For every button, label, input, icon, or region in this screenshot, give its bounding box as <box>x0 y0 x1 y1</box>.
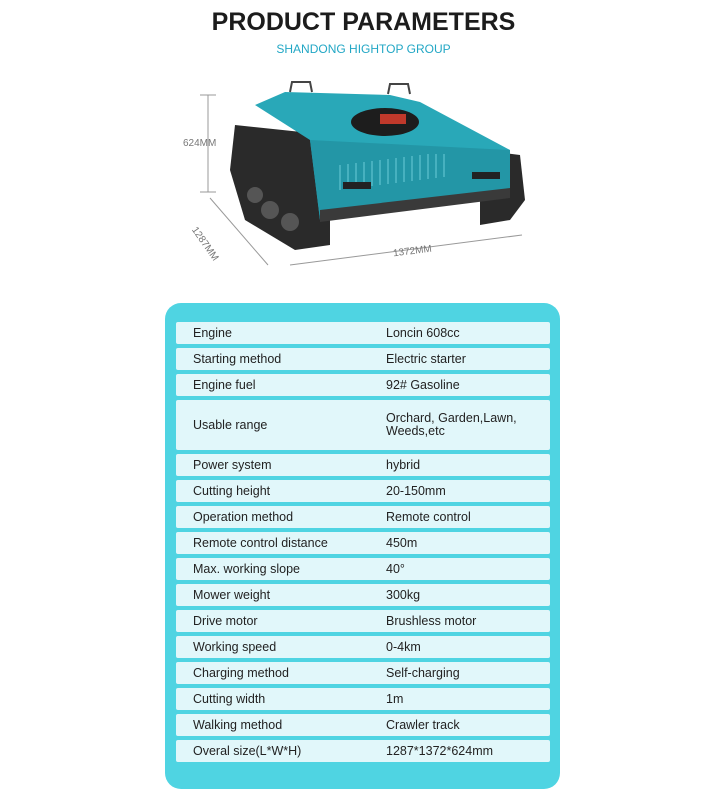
spec-label: Drive motor <box>193 614 258 628</box>
spec-label: Remote control distance <box>193 536 328 550</box>
spec-value: 450m <box>386 535 418 550</box>
spec-label: Engine <box>193 326 232 340</box>
spec-row <box>176 662 550 684</box>
spec-row <box>176 506 550 528</box>
spec-value: 300kg <box>386 587 421 602</box>
spec-label: Working speed <box>193 640 277 654</box>
spec-row <box>176 454 550 476</box>
width-dimension-label: 1372MM <box>392 243 433 260</box>
spec-row <box>176 636 550 658</box>
spec-value: Brushless motor <box>386 613 477 628</box>
spec-value: 92# Gasoline <box>386 377 460 392</box>
spec-row <box>176 558 550 580</box>
spec-value: 20-150mm <box>386 483 446 498</box>
spec-value: Remote control <box>386 509 471 524</box>
spec-value: hybrid <box>386 457 421 472</box>
spec-value: 40° <box>386 561 405 576</box>
spec-value: Loncin 608cc <box>386 325 460 340</box>
spec-row <box>176 584 550 606</box>
spec-row <box>176 740 550 762</box>
spec-value: Crawler track <box>386 717 460 732</box>
spec-label: Cutting height <box>193 484 271 498</box>
spec-label: Cutting width <box>193 692 266 706</box>
spec-value: 0-4km <box>386 639 421 654</box>
spec-label: Mower weight <box>193 588 271 602</box>
spec-label: Walking method <box>193 718 283 732</box>
company-subtitle: SHANDONG HIGHTOP GROUP <box>276 42 451 56</box>
spec-row <box>176 532 550 554</box>
spec-label: Operation method <box>193 510 294 524</box>
spec-row <box>176 400 550 450</box>
page-title: PRODUCT PARAMETERS <box>211 8 516 36</box>
spec-label: Starting method <box>193 352 282 366</box>
spec-row <box>176 714 550 736</box>
spec-label: Max. working slope <box>193 562 300 576</box>
spec-value: Orchard, Garden,Lawn, Weeds,etc <box>386 411 517 438</box>
spec-label: Usable range <box>193 418 268 432</box>
height-dimension-label: 624MM <box>183 138 217 149</box>
length-dimension-label: 1287MM <box>188 225 221 264</box>
spec-label: Power system <box>193 458 272 472</box>
spec-value: 1287*1372*624mm <box>386 743 494 758</box>
mower-product-image <box>180 80 550 290</box>
spec-value: Electric starter <box>386 351 466 366</box>
spec-row <box>176 480 550 502</box>
spec-label: Charging method <box>193 666 289 680</box>
front-light-right <box>472 172 500 179</box>
front-light-left <box>343 182 371 189</box>
spec-label: Overal size(L*W*H) <box>193 744 302 758</box>
spec-row <box>176 688 550 710</box>
spec-row <box>176 610 550 632</box>
spec-row <box>176 322 550 344</box>
spec-value: 1m <box>386 691 404 706</box>
spec-row <box>176 348 550 370</box>
spec-label: Engine fuel <box>193 378 256 392</box>
spec-value: Self-charging <box>386 665 460 680</box>
spec-row <box>176 374 550 396</box>
spec-table <box>176 322 550 766</box>
